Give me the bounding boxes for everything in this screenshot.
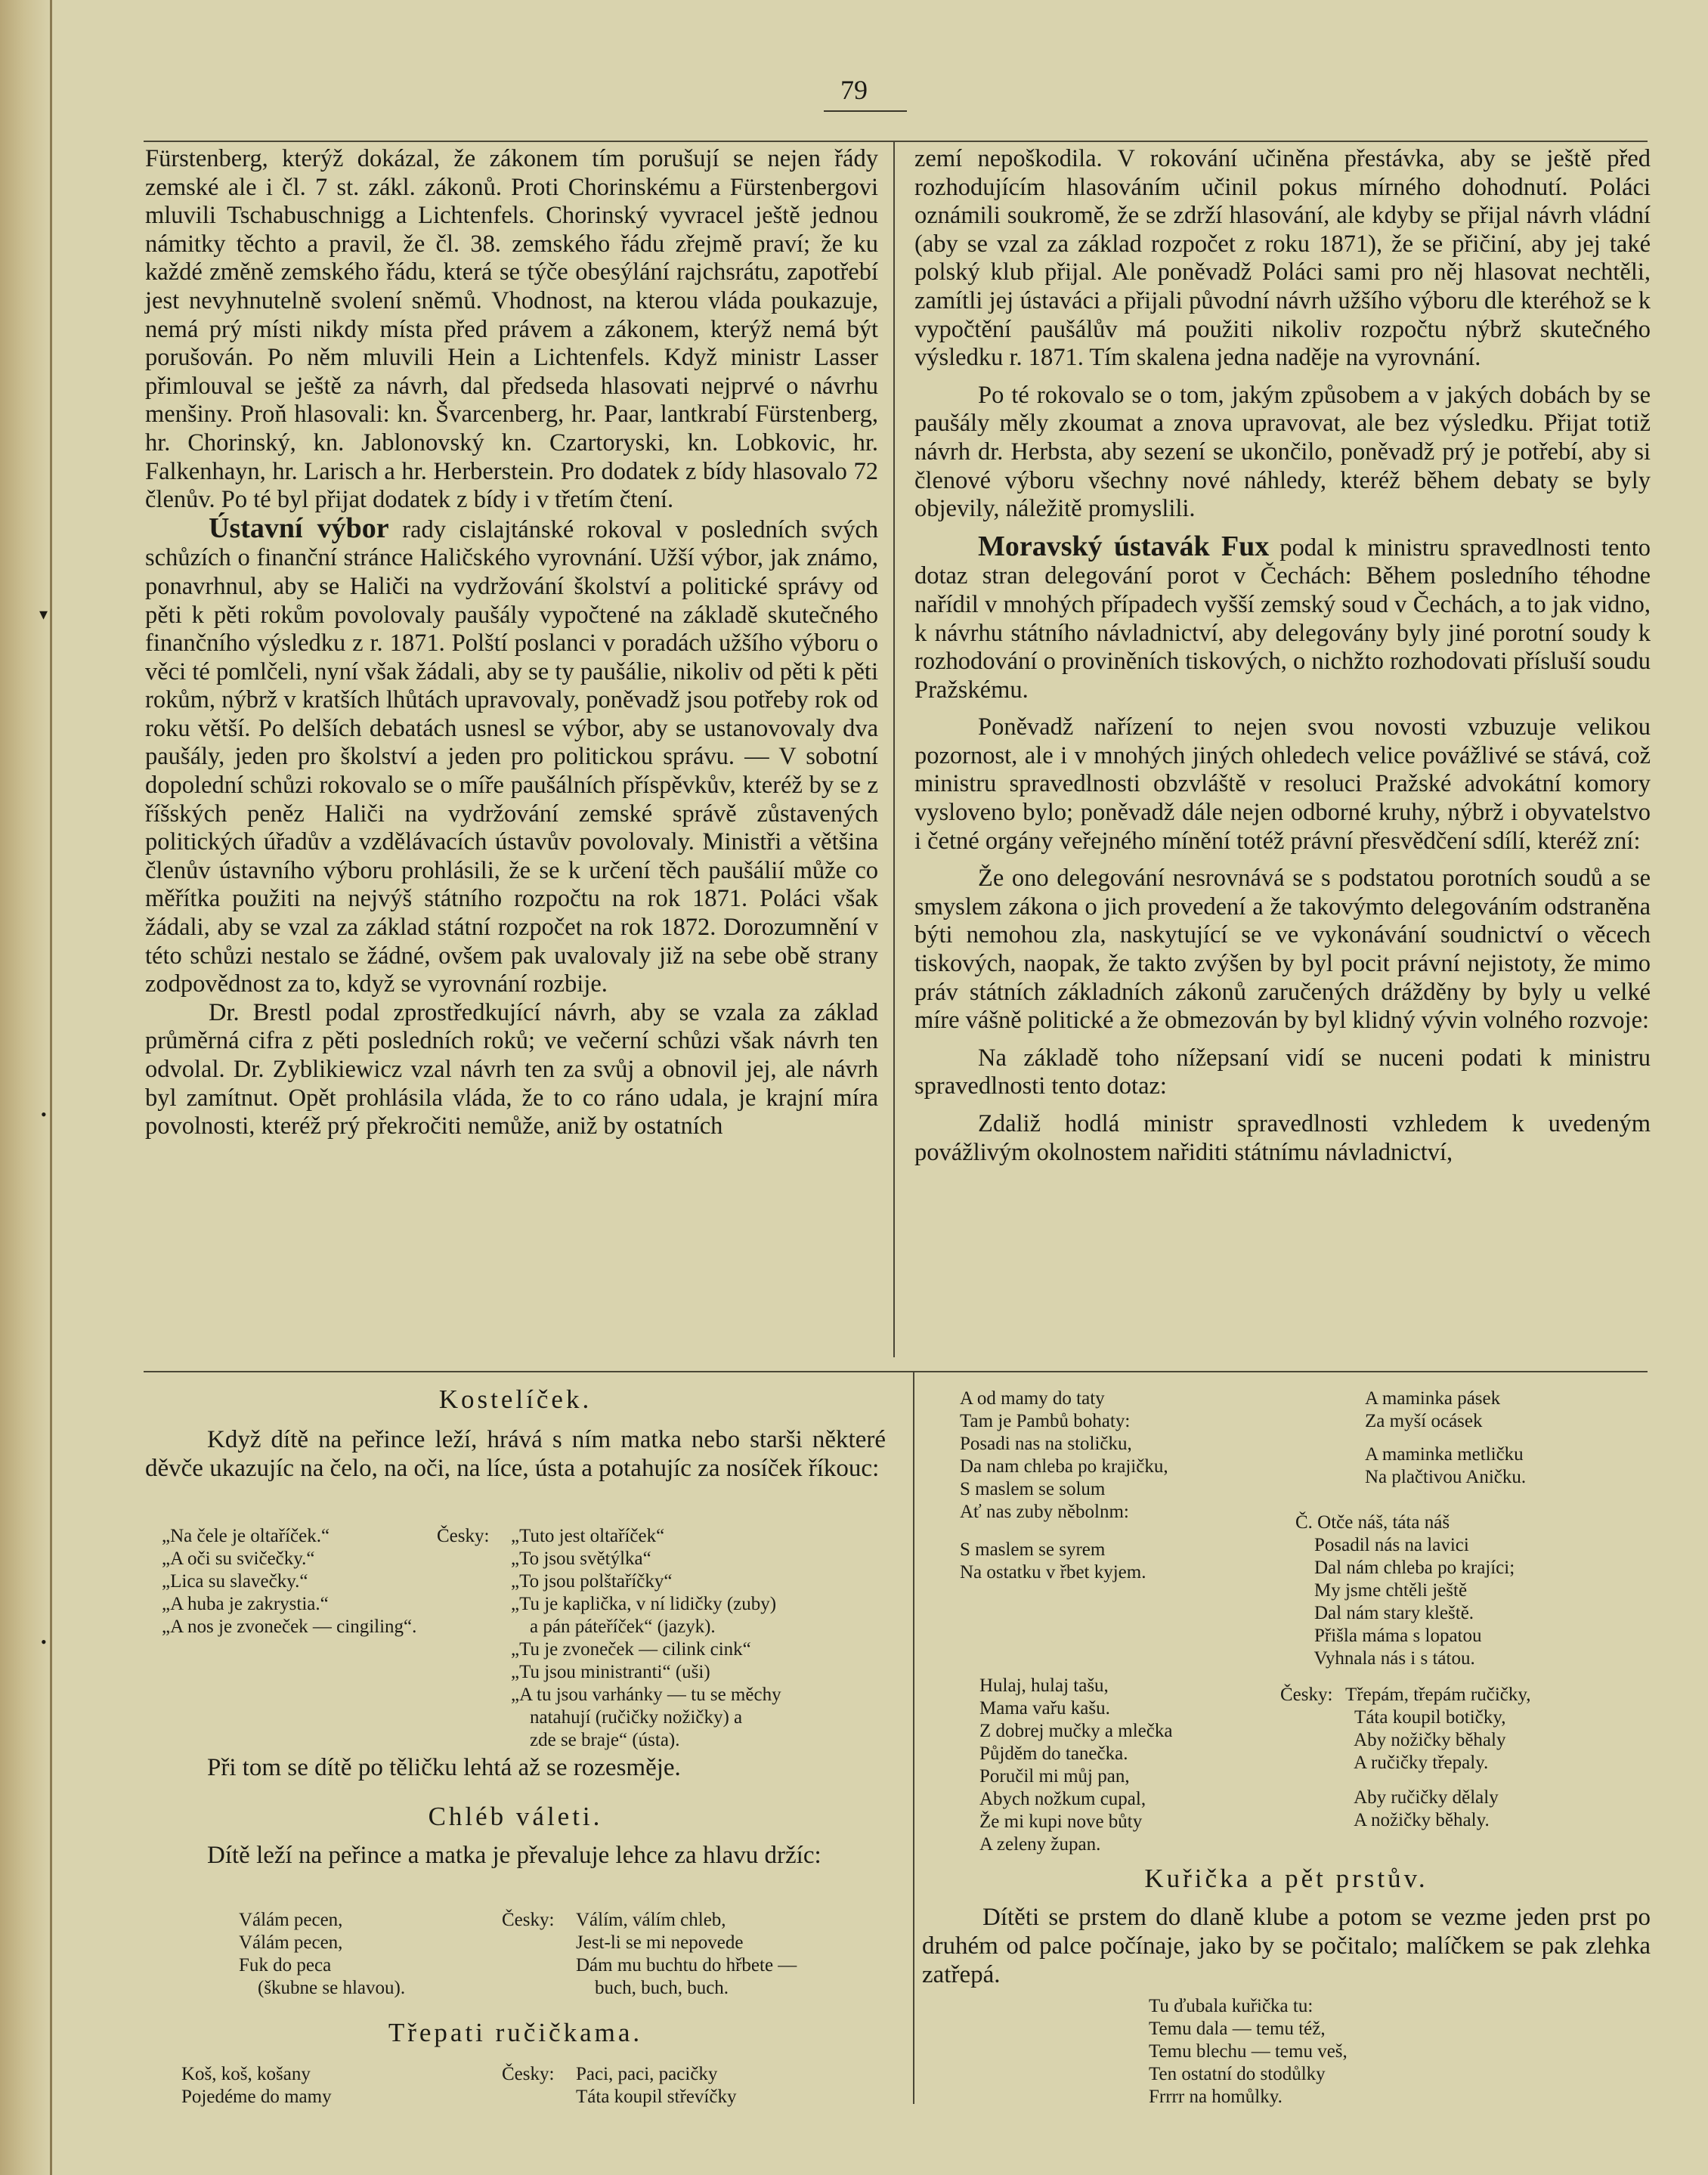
left-column bbox=[145, 145, 878, 1141]
cesky-label: Česky: bbox=[502, 2064, 555, 2084]
page-number-rule bbox=[824, 110, 907, 112]
page-binding-shadow bbox=[0, 0, 53, 2175]
binding-edge bbox=[50, 0, 52, 2175]
rhyme-title-kostelicek: Kostelíček. bbox=[438, 1385, 593, 1414]
rhyme-verse: A od mamy do taty Tam je Pambů bohaty: Posadi nas na stoličku, Da nam chleba po krajičku, S maslem se solum Ať nas zuby něbolnm: bbox=[960, 1388, 1168, 1522]
kostelicek-verse-czech: „Tuto jest oltaříček“ „To jsou světýlka“ „To jsou polštaříčky“ „Tu je kaplička, v ní lidičky (zuby) a pán páteříček“ (jazyk). „Tu je zvoneček — cilink cink“ „Tu jsou ministranti“ (uši) „A tu jsou varhánky — tu se měchy natahují (ručičky nožičky) a zde se braje“ (ústa). bbox=[511, 1526, 781, 1750]
rhyme-verse: Hulaj, hulaj tašu, Mama vařu kašu. Z dobrej mučky a mlečka Půjděm do tanečka. Poručil mi můj pan, Abych nožkum cupal, Že mi kupi nove bůty A zeleny župan. bbox=[979, 1675, 1173, 1855]
kostelicek-intro: Když dítě na peřince leží, hrává s ním matka nebo starši některé děvče ukazujíc na čelo, na oči, na líce, ústa a potahujíc za nosíček říkouc: bbox=[145, 1426, 886, 1482]
right-column bbox=[914, 145, 1651, 1167]
cesky-label: Česky: bbox=[437, 1526, 490, 1546]
top-rule bbox=[144, 141, 1648, 142]
right-paragraph: zemí nepoškodila. V rokování učiněna přestávka, aby se ještě před rozhodujícím hlasováním učinil pokus mírného dohodnutí. Poláci oznámili soukromě, že se zdrží hlasování, ale kdyby se přijal návrh vládní (aby se vzal za základ rozpočet z roku 1871), že se přičiní, aby jej také polský klub přijal. Ale poněvadž Poláci sami pro něj hlasovat nechtěli, zamítli jej ústaváci a přijali původní návrh užšího výboru dle kteréhož se k vypočtění paušálův má použiti nikoliv rozpočtu nýbrž skutečného výsledku r. 1871. Tím skalena jedna naděje na vyrovnání. bbox=[914, 145, 1651, 372]
column-divider bbox=[893, 141, 895, 1357]
right-paragraph: Poněvadž nařízení to nejen svou novosti vzbuzuje velikou pozornost, ale i v mnohých jiných ohledech velice povážlivé se stává, což ministru spravedlnosti obzvláště v resoluci Pražské advokátní komory vysloveno bylo; poněvadž dále nejen odborné kruhy, nýbrž i obyvatelstvo i četné orgány veřejného mínění totéž právní přesvědčení sdílí, kteréž zní: bbox=[914, 713, 1651, 855]
rhyme-verse: A maminka metličku Na plačtivou Aničku. bbox=[1365, 1444, 1527, 1487]
right-paragraph bbox=[914, 530, 1651, 705]
chleb-intro: Dítě leží na peřince a matka je převaluje lehce za hlavu držíc: bbox=[207, 1842, 822, 1869]
kuricka-verse: Tu ďubala kuřička tu: Temu dala — temu též, Temu blechu — temu veš, Ten ostatní do stodůlky Frrrr na homůlky. bbox=[1149, 1996, 1348, 2107]
right-paragraph: Zdaliž hodlá ministr spravedlnosti vzhledem k uvedeným povážlivým okolnostem nařiditi státnímu návladnictví, bbox=[914, 1110, 1651, 1166]
chleb-verse-dialect: Válám pecen, Válám pecen, Fuk do peca (škubne se hlavou). bbox=[239, 1910, 406, 1998]
rhyme-verse: Č. Otče náš, táta náš Posadil nás na lavici Dal nám chleba po krajíci; My jsme chtěli ještě Dal nám stary kleště. Přišla máma s lopatou Vyhnala nás i s tátou. bbox=[1295, 1512, 1515, 1669]
rhyme-verse: A maminka pásek Za myší ocásek bbox=[1365, 1388, 1501, 1431]
kostelicek-outro: Při tom se dítě po těličku lehtá až se rozesměje. bbox=[207, 1754, 681, 1781]
section-heading: Moravský ústavák Fux bbox=[978, 530, 1270, 562]
trepati-verse-dialect: Koš, koš, košany Pojedéme do mamy bbox=[181, 2064, 332, 2107]
section-heading: Ústavní výbor bbox=[209, 512, 389, 544]
right-paragraph: Po té rokovalo se o tom, jakým způsobem a v jakých dobách by se paušály měly zkoumat a znova upravovat, ale bez výsledku. Přijat totiž návrh dr. Herbsta, aby sezení se ukončilo, poněvadž prý je potřebí, aby si členové výboru všechny nové náhledy, kteréž během debaty se byly objevily, náležitě promyslili. bbox=[914, 381, 1651, 523]
margin-mark: • bbox=[41, 1632, 47, 1651]
page-number: 79 bbox=[840, 75, 868, 105]
right-paragraph: Že ono delegování nesrovnává se s podstatou porotních soudů a se smyslem zákona o jich provedení a že takovýmto delegováním odstraněna býti nemohou zla, naskytující se ve vykonávání soudnictví o věcech tiskových, naopak, že takto zvýšen by byl pocit právní nejistoty, že mimo práv státních základních zákonů zaručených drážděny by byly u velké míre vášně politické a že obmezován by byl klidný vývin volného rozvoje: bbox=[914, 865, 1651, 1035]
margin-mark: ▾ bbox=[39, 605, 48, 623]
margin-mark: • bbox=[41, 1105, 47, 1124]
paragraph-text: podal k ministru spravedlnosti tento dotaz stran delegování porot v Čechách: Během posledního téhodne nařídil v mnohých případech vyšší zemský soud v Čechách, a to jak vidno, k návrhu státního návladnictví, aby delegovány byly jiné porotní soudy k rozhodování o proviněních tiskových, o nichžto rozhodovati přísluší soudu Pražskému. bbox=[914, 534, 1651, 704]
kostelicek-verse-dialect: „Na čele je oltaříček.“ „A oči su svičečky.“ „Lica su slavečky.“ „A huba je zakrystia.“ „A nos je zvoneček — cingiling“. bbox=[162, 1526, 417, 1637]
lower-column-divider bbox=[913, 1371, 914, 2104]
section-divider bbox=[144, 1371, 1648, 1372]
trepati-verse-czech: Paci, paci, pacičky Táta koupil střevíčky bbox=[576, 2064, 737, 2107]
right-paragraph: Na základě toho nížepsaní vidí se nuceni podati k ministru spravedlnosti tento dotaz: bbox=[914, 1044, 1651, 1100]
left-paragraph bbox=[145, 512, 879, 999]
rhyme-verse: Aby ručičky dělaly A nožičky běhaly. bbox=[1354, 1787, 1499, 1830]
chleb-verse-czech: Válím, válím chleb, Jest-li se mi nepovede Dám mu buchtu do hřbete — buch, buch, buch. bbox=[576, 1910, 797, 1998]
rhyme-title-trepati: Třepati ručičkama. bbox=[388, 2018, 643, 2047]
rhyme-title-chleb: Chléb váleti. bbox=[428, 1802, 603, 1831]
rhyme-title-kuricka: Kuřička a pět prstův. bbox=[1144, 1864, 1428, 1893]
left-paragraph: Dr. Brestl podal zprostředkující návrh, aby se vzala za základ průměrná cifra z pěti posledních roků; ve večerní schůzi však návrh ten odvolal. Dr. Zyblikiewicz vzal návrh ten za svůj a obnovil jej, ale návrh byl zamítnut. Opět prohlásila vláda, že to co ráno udala, je krajní míra povolnosti, kteréž prý překročiti nemůže, aniž by ostatních bbox=[145, 998, 878, 1140]
cesky-label: Česky: bbox=[502, 1910, 555, 1930]
rhyme-verse: Třepám, třepám ručičky, Táta koupil botičky, Aby nožičky běhaly A ručičky třepaly. bbox=[1345, 1685, 1531, 1773]
left-paragraph: Fürstenberg, kterýž dokázal, že zákonem tím porušují se nejen řády zemské ale i čl. 7 st. zákl. zákonů. Proti Chorinskému a Fürstenbergovi mluvili Tschabuschnigg a Lichtenfels. Chorinský vyvracel ještě jednou námitky těchto a pravil, že čl. 38. zemského řádu zřejmě praví; že ku každé změně zemského řádu, která se týče obesýlání rajchsrátu, zapotřebí jest nevyhnutelně svolení sněmů. Vhodnost, na kterou vláda poukazuje, nemá prý místi nikdy místa před právem a zákonem, kterýž nemá být porušován. Po něm mluvili Hein a Lichtenfels. Když ministr Lasser přimlouval se ještě za návrh, dal předseda hlasovati nejprvé o návrhu menšiny. Proň hlasovali: kn. Švarcenberg, hr. Paar, lantkrabí Fürstenberg, hr. Chorinský, kn. Jablonovský kn. Czartoryski, kn. Lobkovic, hr. Falkenhayn, hr. Larisch a hr. Herberstein. Pro dodatek z bídy hlasovalo 72 členův. Po té byl přijat dodatek z bídy i v třetím čtení. bbox=[145, 145, 878, 514]
kuricka-intro: Dítěti se prstem do dlaně klube a potom se vezme jeden prst po druhém od palce počínaje, jako by se počitalo; malíčkem se pak zlehka zatřepá. bbox=[922, 1904, 1651, 1988]
paragraph-text: rady cislajtánské rokoval v posledních svých schůzích o finanční stránce Haličského vyrovnání. Užší výbor, jak známo, ponavrhnul, aby se Haliči na vydržování školství a politické správy od pěti k pěti rokům povolovaly paušály vypočtené na základě skutečného finančního výsledku z r. 1871. Polští poslanci v poradách užšího výboru o věci té pomlčeli, nyní však žádali, aby se ty paušálie, nikoliv od pěti k pěti rokům, nýbrž v kratších lhůtách upravovaly, poněvadž jsou potřeby rok od roku větší. Po delších debatách usnesl se výbor, aby se ustanovovaly dva paušály, jeden pro školství a jeden pro politickou správu. — V sobotní dopolední schůzi rokovalo se o míře paušálních příspěvkův, kteréž by se z říšských peněz Haliči na vydržování zemské správě zůstavených politických úřadův a vzdělávacích ústavův povolovaly. Ministři a většina členův ústavního výboru prohlásili, že se k určení těch paušálií může co měřítka použiti na nejvýš státního rozpočtu na rok 1871. Poláci však žádali, aby se vzal za základ státní rozpočet na rok 1872. Dorozumnění v této schůzi nestalo se žádné, ovšem pak uvalovaly již na sebe obě strany zodpovědnost za to, když se vyrovnání rozbije. bbox=[145, 515, 879, 998]
cesky-label: Česky: bbox=[1280, 1685, 1333, 1705]
rhyme-verse: S maslem se syrem Na ostatku v řbet kyjem. bbox=[960, 1539, 1146, 1583]
